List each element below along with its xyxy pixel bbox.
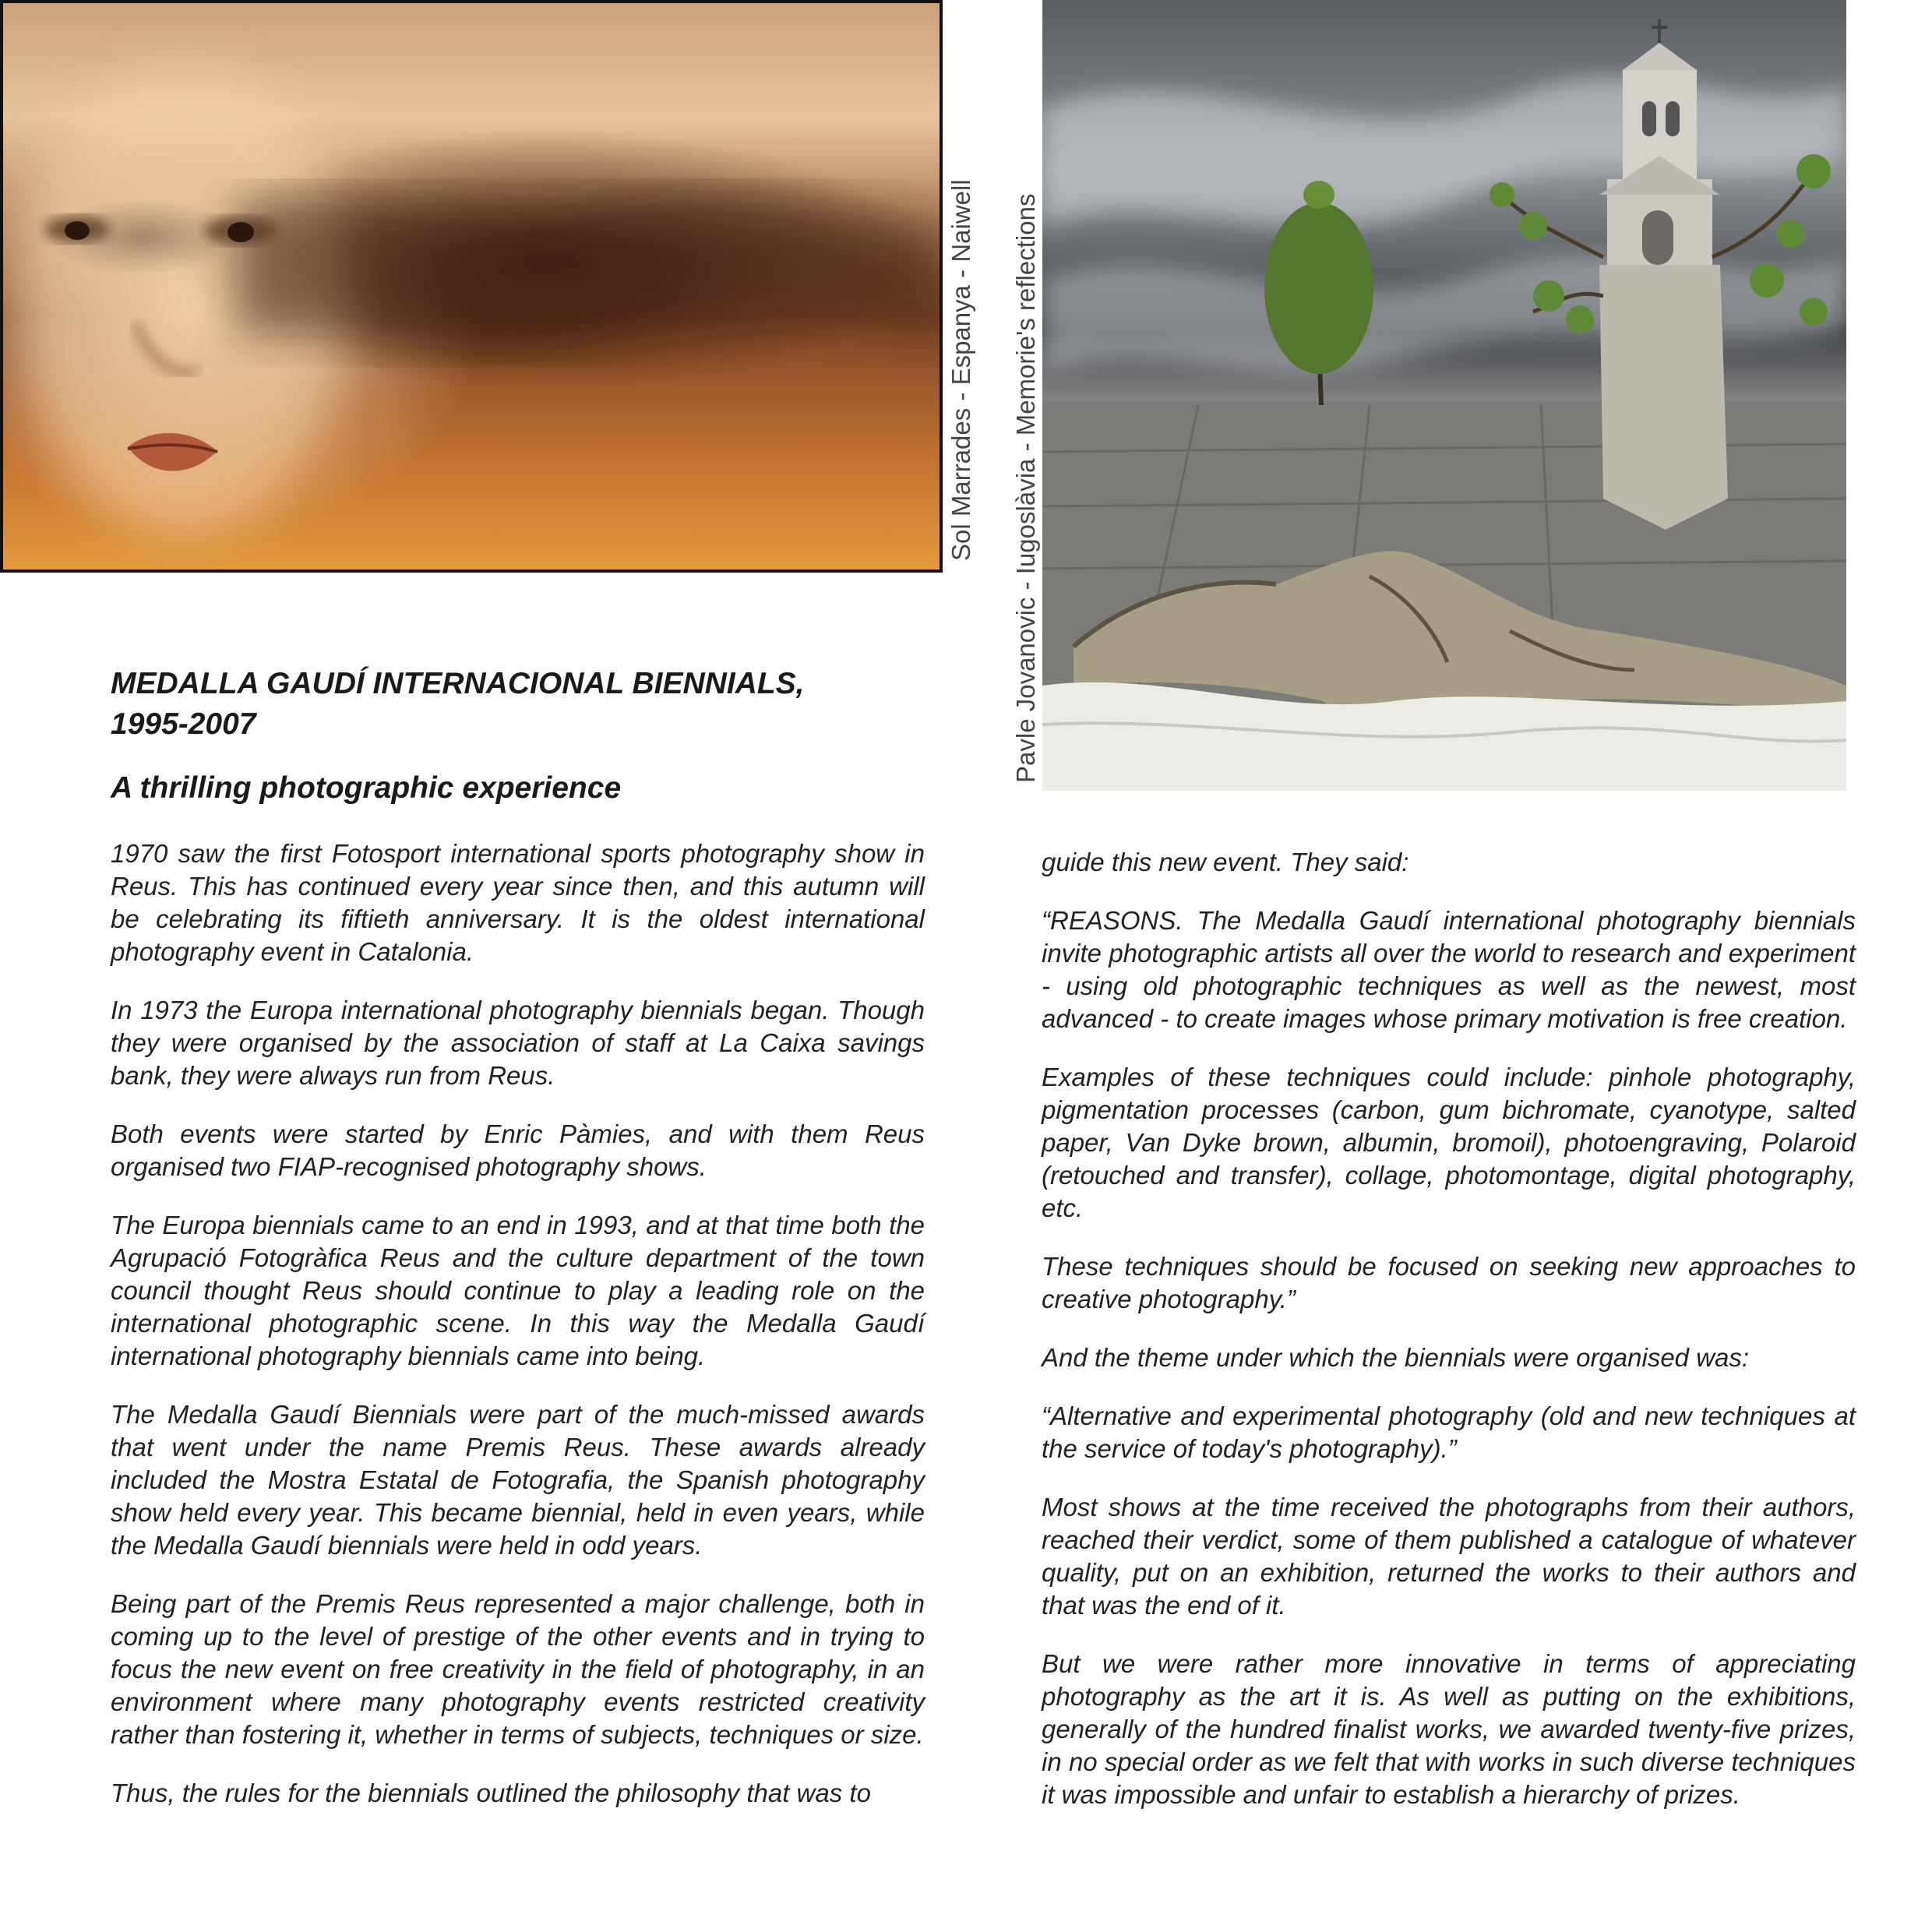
paragraph: And the theme under which the biennials were organised was:: [1042, 1343, 1750, 1372]
photo-naiwell: [0, 0, 943, 573]
paragraph: These techniques should be focused on seeking new approaches to creative photography.”: [1042, 1252, 1856, 1313]
paragraph: Most shows at the time received the photographs from their authors, reached their verdict, some of them published a catalogue of whatever quality, put on an exhibition, returned the works to their authors and that was the end of it.: [1042, 1493, 1856, 1620]
paragraph: The Medalla Gaudí Biennials were part of the much-missed awards that went under the name Premis Reus. These awards already included the Mostra Estatal de Fotografia, the Spanish photography show held every year. This became biennial, held in even years, while the Medalla Gaudí biennials were held in odd years.: [111, 1400, 925, 1560]
left-column: [111, 837, 925, 1835]
photo-memories-reflections: [1042, 0, 1846, 791]
right-column: [1042, 846, 1856, 1837]
face-portrait-image: [3, 3, 943, 573]
title-line-2: 1995-2007: [111, 707, 256, 741]
paragraph: Thus, the rules for the biennials outlined the philosophy that was to: [111, 1779, 871, 1807]
page-subtitle: A thrilling photographic experience: [111, 771, 622, 805]
paragraph: In 1973 the Europa international photography biennials began. Though they were organised by the association of staff at La Caixa savings bank, they were always run from Reus.: [111, 996, 925, 1090]
title-line-1: MEDALLA GAUDÍ INTERNACIONAL BIENNIALS,: [111, 667, 805, 700]
page-title: [111, 664, 936, 745]
paragraph: Both events were started by Enric Pàmies, and with them Reus organised two FIAP-recognised photography shows.: [111, 1119, 925, 1181]
paragraph: guide this new event. They said:: [1042, 848, 1409, 876]
photo-caption-sol-marrades: Sol Marrades - Espanya - Naiwell: [947, 179, 975, 561]
paragraph: Examples of these techniques could include: pinhole photography, pigmentation processes (carbon, gum bichromate, cyanotype, salted paper, Van Dyke brown, albumin, bromoil), photoengraving, Polaroid (retouched and transfer), collage, photomontage, digital photography, etc.: [1042, 1063, 1856, 1222]
surreal-landscape-image: [1042, 0, 1846, 791]
paragraph: 1970 saw the first Fotosport international sports photography show in Reus. This has continued every year since then, and this autumn will be celebrating its fiftieth anniversary. It is the oldest international photography event in Catalonia.: [111, 839, 925, 966]
photo-caption-pavle-jovanovic: Pavle Jovanovic - Iugoslàvia - Memorie's reflections: [1011, 193, 1040, 783]
paragraph: Being part of the Premis Reus represented a major challenge, both in coming up to the level of prestige of the other events and in trying to focus the new event on free creativity in the field of photography, in an environment where many photography events restricted creativity rather than fostering it, whether in terms of subjects, techniques or size.: [111, 1589, 925, 1749]
paragraph: “REASONS. The Medalla Gaudí international photography biennials invite photographic artists all over the world to research and experiment - using old photographic techniques as well as the newest, most advanced - to create images whose primary motivation is free creation.: [1042, 906, 1856, 1033]
paragraph: The Europa biennials came to an end in 1993, and at that time both the Agrupació Fotogràfica Reus and the culture department of the town council thought Reus should continue to play a leading role on the international photographic scene. In this way the Medalla Gaudí international photography biennials came into being.: [111, 1211, 925, 1370]
paragraph: “Alternative and experimental photography (old and new techniques at the service of today's photography).”: [1042, 1401, 1856, 1463]
paragraph: But we were rather more innovative in terms of appreciating photography as the art it is. As well as putting on the exhibitions, generally of the hundred finalist works, we awarded twenty-five prizes, in no special order as we felt that with works in such diverse techniques it was impossible and unfair to establish a hierarchy of prizes.: [1042, 1649, 1856, 1809]
